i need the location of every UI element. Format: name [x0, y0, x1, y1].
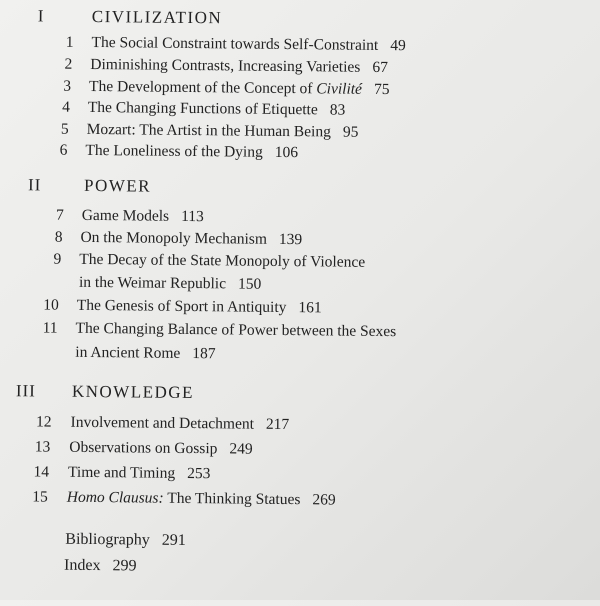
entry-page: 95: [342, 123, 359, 141]
entry-page: 161: [298, 299, 322, 317]
entry-page: 139: [278, 230, 303, 249]
back-matter-title: Index: [63, 556, 101, 575]
entry-title: The Changing Functions of Etiquette: [87, 98, 318, 119]
entry-page: 253: [187, 464, 211, 483]
back-matter-title: Bibliography: [65, 530, 150, 549]
entry-page: 83: [329, 101, 346, 119]
entry-number: 8: [54, 228, 63, 246]
entry-page: 217: [265, 415, 290, 434]
toc-entry-continuation: [79, 274, 261, 294]
entry-number: 9: [53, 250, 62, 268]
entry-title: Time and Timing: [67, 463, 176, 482]
entry-page: 187: [192, 345, 216, 363]
back-matter-page: 291: [161, 531, 186, 549]
entry-page: 75: [373, 80, 390, 99]
entry-title: Mozart: The Artist in the Human Being: [86, 120, 331, 141]
entry-number: 14: [33, 463, 50, 481]
section-title: POWER: [83, 175, 152, 196]
entry-number: 15: [32, 488, 48, 506]
section-numeral: I: [37, 6, 45, 26]
entry-title: On the Monopoly Mechanism: [80, 228, 268, 248]
entry-number: 12: [35, 413, 52, 431]
entry-number: 7: [55, 206, 64, 224]
section-title: CIVILIZATION: [91, 6, 223, 28]
entry-number: 10: [43, 296, 59, 314]
entry-number: 6: [59, 141, 68, 159]
entry-number: 4: [62, 98, 70, 116]
entry-title: The Decay of the State Monopoly of Violence: [79, 250, 366, 271]
entry-title: Game Models: [81, 206, 170, 225]
entry-page: 249: [229, 440, 253, 458]
section-numeral: III: [15, 381, 36, 401]
entry-title: The Genesis of Sport in Antiquity: [76, 296, 287, 317]
entry-title: Involvement and Detachment: [70, 413, 255, 433]
entry-page: 269: [312, 491, 336, 509]
entry-number: 2: [64, 55, 73, 73]
entry-page: 106: [274, 143, 299, 162]
entry-number: 1: [65, 33, 74, 51]
entry-title: Diminishing Contrasts, Increasing Varieties: [90, 55, 361, 76]
section-title: KNOWLEDGE: [71, 381, 195, 403]
section-numeral: II: [27, 175, 42, 195]
entry-title-continuation: in Ancient Rome: [75, 343, 181, 362]
entry-number: 11: [42, 319, 58, 337]
entry-title: The Development of the Concept of: [89, 77, 317, 98]
entry-title: The Changing Balance of Power between the Sexes: [75, 319, 397, 341]
entry-title-italic: Civilité: [316, 80, 363, 98]
entry-title: The Social Constraint towards Self-Constraint: [91, 33, 379, 54]
entry-number: 13: [34, 438, 51, 456]
entry-title-italic: Homo Clausus:: [66, 488, 164, 507]
back-matter-page: 299: [112, 557, 137, 575]
entry-number: 5: [60, 120, 69, 138]
entry-page: 67: [372, 58, 388, 77]
toc-entry-continuation: [75, 344, 215, 363]
entry-page: 113: [181, 207, 204, 226]
back-matter-entry: [64, 557, 137, 576]
entry-title: The Thinking Statues: [163, 489, 301, 509]
entry-title-continuation: in the Weimar Republic: [78, 273, 227, 293]
entry-page: 49: [390, 37, 406, 55]
back-matter-entry: [65, 531, 186, 550]
entry-number: 3: [63, 77, 72, 95]
entry-title: Observations on Gossip: [69, 438, 218, 458]
entry-title: The Loneliness of the Dying: [85, 141, 263, 161]
entry-page: 150: [237, 275, 262, 293]
